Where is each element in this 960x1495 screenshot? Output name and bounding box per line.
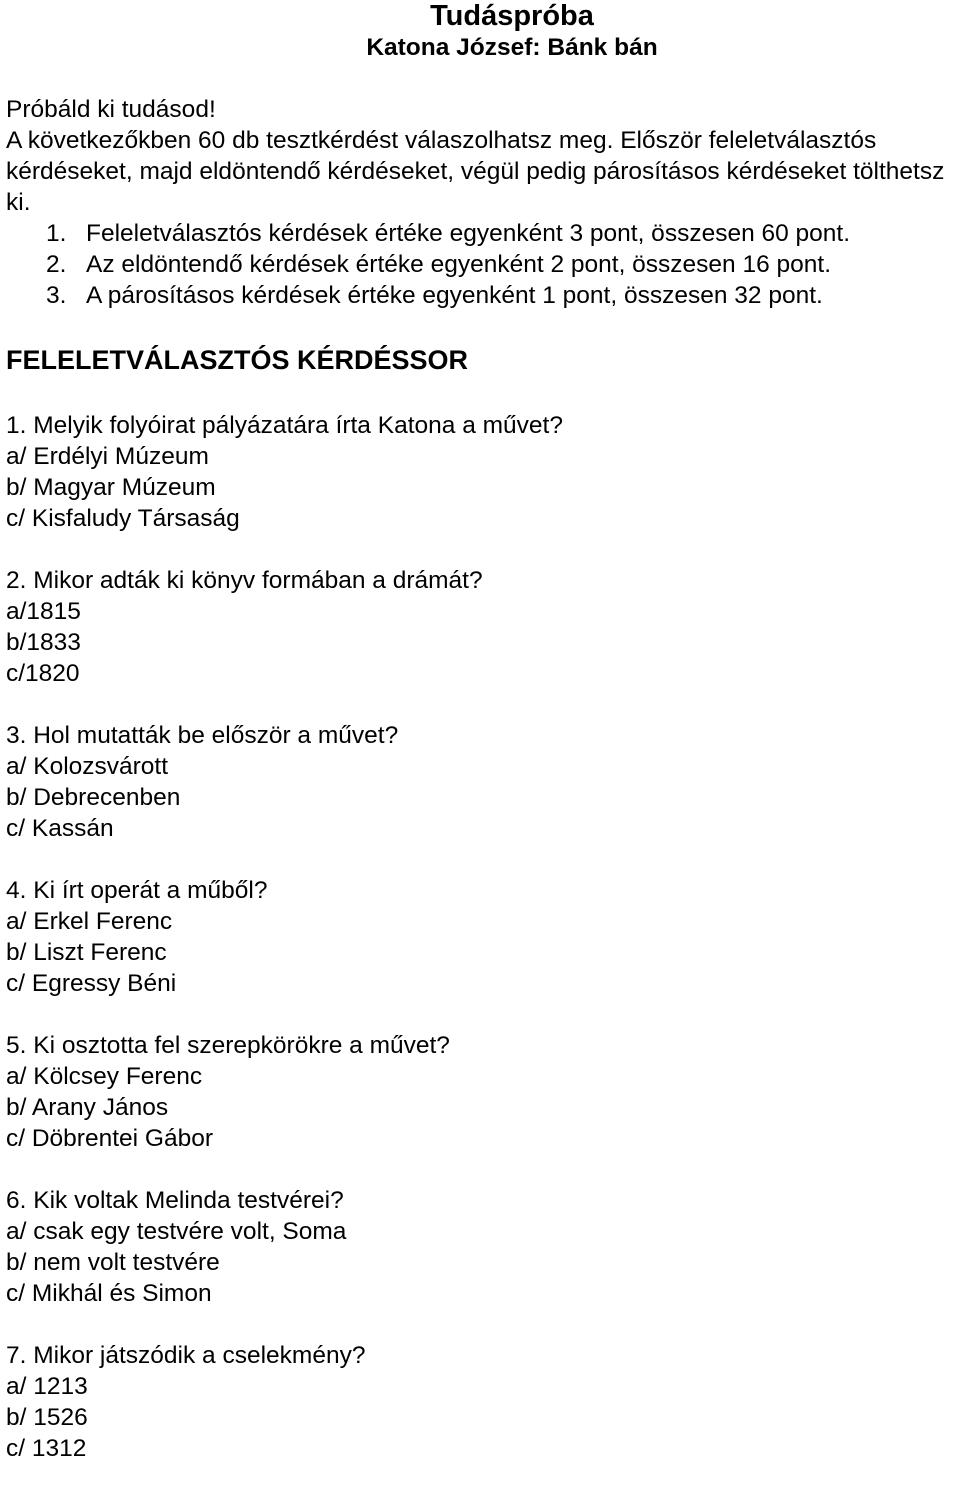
scoring-rule (6, 249, 956, 280)
question-block (6, 1185, 956, 1309)
answer-option-a: a/ 1213 (6, 1373, 88, 1400)
answer-option-a: a/ Erkel Ferenc (6, 908, 173, 935)
intro-greeting: Próbáld ki tudásod! (6, 96, 216, 123)
answer-option-b: b/1833 (6, 629, 81, 656)
question-text: 6. Kik voltak Melinda testvérei? (6, 1187, 344, 1214)
scoring-rule-text: Az eldöntendő kérdések értéke egyenként 2 pont, összesen 16 pont. (86, 251, 832, 278)
answer-option-b: b/ 1526 (6, 1404, 88, 1431)
page-subtitle: Katona József: Bánk bán (366, 34, 658, 61)
question-text: 2. Mikor adták ki könyv formában a drámát? (6, 567, 483, 594)
question-block (6, 565, 956, 689)
question-text: 1. Melyik folyóirat pályázatára írta Katona a művet? (6, 412, 563, 439)
scoring-rule-text: Feleletválasztós kérdések értéke egyenként 3 pont, összesen 60 pont. (86, 220, 851, 247)
question-text: 3. Hol mutatták be először a művet? (6, 722, 399, 749)
answer-option-c: c/ 1312 (6, 1435, 87, 1462)
question-text: 5. Ki osztotta fel szerepkörökre a művet? (6, 1032, 450, 1059)
question-block (6, 410, 956, 534)
answer-option-c: c/ Döbrentei Gábor (6, 1125, 213, 1152)
answer-option-b: b/ nem volt testvére (6, 1249, 220, 1276)
answer-option-b: b/ Liszt Ferenc (6, 939, 167, 966)
scoring-rule-number: 2. (46, 251, 67, 278)
answer-option-b: b/ Arany János (6, 1094, 169, 1121)
answer-option-c: c/ Kisfaludy Társaság (6, 505, 240, 532)
answer-option-a: a/ Erdélyi Múzeum (6, 443, 209, 470)
page-title: Tudáspróba (430, 0, 594, 32)
question-list (6, 410, 956, 1495)
question-block (6, 875, 956, 999)
scoring-rules-list (6, 218, 956, 311)
answer-option-b: b/ Debrecenben (6, 784, 181, 811)
answer-option-c: c/ Egressy Béni (6, 970, 177, 997)
question-block (6, 1340, 956, 1464)
answer-option-c: c/ Kassán (6, 815, 114, 842)
question-text: 7. Mikor játszódik a cselekmény? (6, 1342, 366, 1369)
answer-option-c: c/1820 (6, 660, 80, 687)
answer-option-a: a/ csak egy testvére volt, Soma (6, 1218, 347, 1245)
scoring-rule-number: 3. (46, 282, 67, 309)
question-block (6, 1030, 956, 1154)
answer-option-b: b/ Magyar Múzeum (6, 474, 216, 501)
question-block (6, 720, 956, 844)
section-title: FELELETVÁLASZTÓS KÉRDÉSSOR (6, 345, 469, 375)
answer-option-a: a/1815 (6, 598, 81, 625)
scoring-rule (6, 218, 956, 249)
intro-block (6, 94, 956, 311)
answer-option-c: c/ Mikhál és Simon (6, 1280, 212, 1307)
scoring-rule (6, 280, 956, 311)
intro-description: A következőkben 60 db tesztkérdést válaszolhatsz meg. Először feleletválasztós kérdéseket, majd eldöntendő kérdéseket, végül pedig párosításos kérdéseket tölthetsz ki. (6, 127, 945, 216)
answer-option-a: a/ Kolozsvárott (6, 753, 169, 780)
question-text: 4. Ki írt operát a műből? (6, 877, 268, 904)
scoring-rule-number: 1. (46, 220, 67, 247)
answer-option-a: a/ Kölcsey Ferenc (6, 1063, 203, 1090)
scoring-rule-text: A párosításos kérdések értéke egyenként 1 pont, összesen 32 pont. (86, 282, 823, 309)
